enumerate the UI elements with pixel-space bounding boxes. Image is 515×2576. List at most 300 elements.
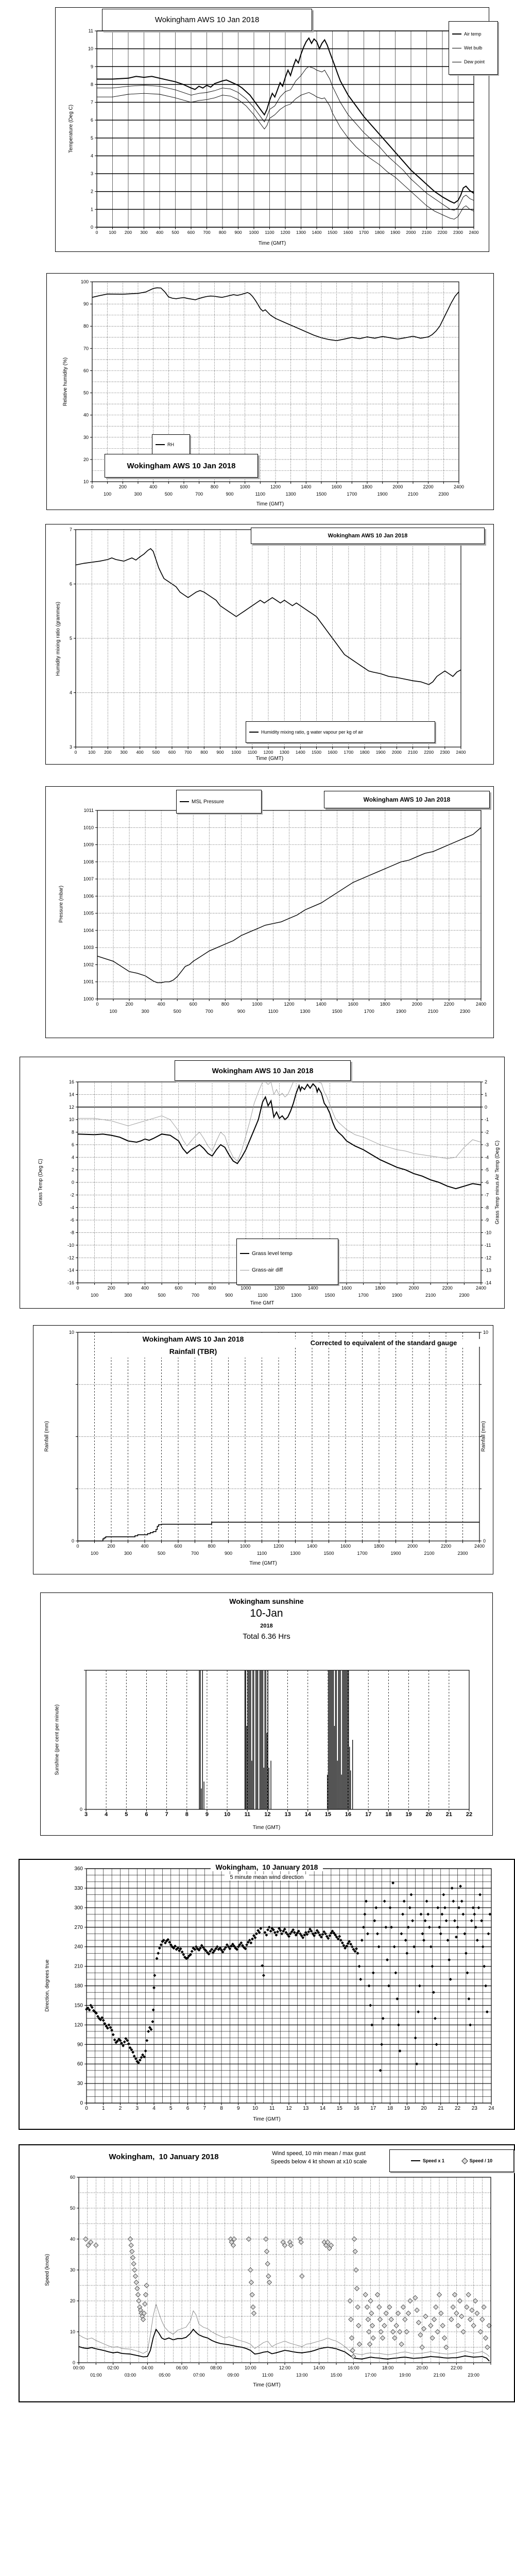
svg-text:00:00: 00:00: [73, 2365, 85, 2370]
svg-text:18:00: 18:00: [382, 2365, 394, 2370]
svg-text:1900: 1900: [390, 230, 400, 235]
pressure-plot: [46, 787, 493, 1038]
y-axis-label-left: Grass Temp (Deg C): [38, 1159, 44, 1206]
svg-text:800: 800: [208, 1544, 216, 1549]
svg-text:1400: 1400: [306, 1544, 318, 1549]
svg-text:500: 500: [171, 230, 179, 235]
svg-text:2200: 2200: [443, 1002, 454, 1007]
svg-text:1001: 1001: [83, 979, 94, 985]
svg-text:800: 800: [208, 1285, 216, 1291]
svg-text:100: 100: [109, 1009, 117, 1014]
svg-text:2400: 2400: [475, 1285, 487, 1291]
svg-text:12: 12: [68, 1104, 74, 1110]
svg-text:1700: 1700: [358, 1293, 369, 1298]
svg-text:1200: 1200: [280, 230, 290, 235]
svg-text:600: 600: [189, 1002, 197, 1007]
svg-text:1000: 1000: [241, 1285, 251, 1291]
svg-text:360: 360: [74, 1866, 83, 1872]
svg-text:1500: 1500: [316, 492, 327, 497]
chart-title: Wokingham AWS 10 Jan 2018: [127, 461, 236, 470]
svg-text:400: 400: [157, 1002, 165, 1007]
svg-text:300: 300: [124, 1551, 132, 1556]
svg-text:16:00: 16:00: [348, 2365, 359, 2370]
svg-text:7: 7: [90, 99, 93, 105]
svg-text:30: 30: [83, 434, 89, 440]
svg-text:0: 0: [91, 484, 94, 489]
svg-text:-1: -1: [485, 1117, 489, 1123]
svg-text:1007: 1007: [83, 876, 94, 882]
chart-title: Wokingham AWS 10 Jan 2018: [154, 15, 260, 24]
svg-text:300: 300: [140, 230, 148, 235]
svg-text:800: 800: [210, 484, 218, 489]
svg-text:500: 500: [164, 492, 173, 497]
svg-text:2000: 2000: [391, 750, 402, 755]
svg-text:-2: -2: [70, 1192, 74, 1198]
svg-text:400: 400: [141, 1544, 149, 1549]
svg-text:2100: 2100: [425, 1293, 436, 1298]
y-axis-label: Humidity mixing ratio (grammes): [55, 602, 61, 676]
svg-text:2400: 2400: [456, 750, 466, 755]
svg-text:700: 700: [205, 1009, 213, 1014]
svg-text:11: 11: [244, 1811, 251, 1818]
svg-text:300: 300: [134, 492, 142, 497]
svg-text:-6: -6: [70, 1217, 74, 1223]
date-label: 10-Jan: [250, 1607, 283, 1619]
svg-text:400: 400: [141, 1285, 149, 1291]
svg-text:10:00: 10:00: [245, 2365, 256, 2370]
svg-text:1800: 1800: [362, 484, 373, 489]
svg-text:10: 10: [68, 1117, 74, 1123]
svg-text:1800: 1800: [380, 1002, 390, 1007]
sunshine-total: Total 6.36 Hrs: [243, 1632, 290, 1641]
svg-text:20: 20: [425, 1811, 432, 1818]
svg-text:1300: 1300: [290, 1551, 301, 1556]
svg-text:3: 3: [90, 171, 93, 177]
svg-text:1800: 1800: [374, 230, 385, 235]
legend-item: [452, 45, 494, 50]
svg-text:1600: 1600: [348, 1002, 358, 1007]
svg-text:-12: -12: [485, 1255, 492, 1261]
svg-text:21: 21: [445, 1811, 452, 1818]
svg-text:1800: 1800: [375, 1285, 386, 1291]
svg-text:4: 4: [69, 690, 72, 696]
svg-text:1300: 1300: [296, 230, 306, 235]
svg-text:-7: -7: [485, 1192, 489, 1198]
svg-text:4: 4: [71, 1155, 74, 1160]
svg-text:08:00: 08:00: [210, 2365, 222, 2370]
svg-text:11: 11: [88, 28, 93, 33]
svg-text:2400: 2400: [469, 230, 479, 235]
temperature-legend: [449, 21, 498, 75]
svg-text:6: 6: [71, 1142, 74, 1147]
svg-text:240: 240: [74, 1944, 83, 1950]
svg-text:1009: 1009: [83, 842, 94, 848]
svg-text:1100: 1100: [265, 230, 274, 235]
svg-text:2300: 2300: [457, 1551, 468, 1556]
svg-text:1000: 1000: [231, 750, 242, 755]
svg-text:1500: 1500: [323, 1551, 334, 1556]
svg-text:1800: 1800: [359, 750, 370, 755]
svg-text:40: 40: [70, 2236, 75, 2242]
svg-text:10: 10: [70, 2329, 75, 2334]
chart-title: Wokingham AWS 10 Jan 2018: [212, 1066, 314, 1075]
svg-text:-10: -10: [485, 1230, 492, 1235]
svg-text:0: 0: [72, 2360, 75, 2365]
svg-text:300: 300: [141, 1009, 149, 1014]
svg-text:-5: -5: [485, 1167, 489, 1173]
svg-text:8: 8: [220, 2106, 223, 2111]
svg-text:1100: 1100: [268, 1009, 279, 1014]
chart-humidity: [46, 273, 494, 510]
svg-text:1500: 1500: [312, 750, 321, 755]
svg-text:2100: 2100: [407, 492, 419, 497]
svg-text:13: 13: [303, 2106, 309, 2111]
svg-text:500: 500: [152, 750, 160, 755]
svg-text:200: 200: [124, 230, 132, 235]
svg-text:2100: 2100: [427, 1009, 438, 1014]
svg-text:2100: 2100: [424, 1551, 435, 1556]
svg-text:-14: -14: [67, 1267, 74, 1273]
svg-text:1900: 1900: [390, 1551, 401, 1556]
svg-text:16: 16: [353, 2106, 359, 2111]
svg-text:700: 700: [191, 1551, 199, 1556]
svg-text:18: 18: [385, 1811, 392, 1818]
svg-text:1200: 1200: [273, 1544, 284, 1549]
svg-text:100: 100: [80, 279, 89, 284]
svg-text:1100: 1100: [258, 1293, 268, 1298]
chart-title-box: [105, 454, 258, 478]
svg-text:9: 9: [205, 1811, 209, 1818]
legend-item: [411, 2158, 444, 2163]
svg-text:0: 0: [71, 1180, 74, 1185]
svg-text:-11: -11: [485, 1242, 491, 1248]
svg-text:17:00: 17:00: [365, 2372, 376, 2378]
legend-label: Dew point: [464, 59, 485, 64]
air-temp-line-icon: [452, 33, 461, 35]
svg-text:20: 20: [83, 456, 89, 462]
svg-text:330: 330: [74, 1885, 83, 1891]
svg-text:700: 700: [184, 750, 192, 755]
pressure-legend: [176, 790, 262, 814]
svg-text:300: 300: [124, 1293, 132, 1298]
speed-div10-diamond-icon: [461, 2158, 468, 2164]
y-axis-label: Direction, degrees true: [44, 1959, 50, 2012]
svg-text:50: 50: [70, 2206, 75, 2211]
svg-text:800: 800: [200, 750, 208, 755]
chart-subtitle: Rainfall (TBR): [169, 1347, 217, 1355]
svg-text:2200: 2200: [423, 484, 434, 489]
svg-text:1400: 1400: [301, 484, 312, 489]
svg-text:1: 1: [90, 207, 93, 212]
svg-text:14: 14: [319, 2106, 326, 2111]
svg-text:1900: 1900: [396, 1009, 406, 1014]
svg-text:1600: 1600: [341, 1285, 352, 1291]
legend-item: [240, 1250, 335, 1257]
svg-text:2000: 2000: [392, 484, 403, 489]
svg-text:18: 18: [387, 2106, 393, 2111]
chart-grass-temp: [20, 1057, 505, 1309]
svg-text:1: 1: [485, 1092, 488, 1097]
grass-level-temp-line-icon: [240, 1253, 249, 1254]
svg-text:03:00: 03:00: [124, 2372, 136, 2378]
legend-label: Grass level temp: [252, 1250, 293, 1257]
svg-text:1300: 1300: [291, 1293, 302, 1298]
svg-text:-3: -3: [485, 1142, 489, 1147]
svg-text:60: 60: [83, 368, 89, 374]
legend-label: Humidity mixing ratio, g water vapour per kg of air: [261, 730, 364, 735]
wind-speed-legend: [389, 2149, 514, 2172]
svg-text:-10: -10: [67, 1242, 74, 1248]
chart-title: Wokingham AWS 10 Jan 2018: [363, 796, 451, 803]
x-axis-label: Time GMT: [250, 1300, 274, 1306]
svg-text:3: 3: [84, 1811, 88, 1818]
svg-text:400: 400: [149, 484, 158, 489]
svg-text:2300: 2300: [440, 750, 450, 755]
svg-text:9: 9: [236, 2106, 240, 2111]
svg-text:8: 8: [185, 1811, 188, 1818]
svg-text:0: 0: [76, 1285, 79, 1291]
svg-text:-8: -8: [70, 1230, 74, 1235]
svg-text:1100: 1100: [247, 750, 257, 755]
svg-text:1400: 1400: [316, 1002, 327, 1007]
svg-text:1000: 1000: [239, 484, 250, 489]
svg-text:1002: 1002: [83, 962, 94, 968]
svg-text:23:00: 23:00: [468, 2372, 479, 2378]
svg-text:2200: 2200: [440, 1544, 452, 1549]
svg-text:0: 0: [485, 1104, 488, 1110]
svg-text:180: 180: [74, 1983, 83, 1989]
svg-text:4: 4: [90, 153, 93, 159]
svg-text:19:00: 19:00: [399, 2372, 411, 2378]
svg-text:1400: 1400: [307, 1285, 318, 1291]
svg-text:100: 100: [90, 1551, 99, 1556]
svg-text:07:00: 07:00: [193, 2372, 205, 2378]
svg-text:22: 22: [454, 2106, 461, 2111]
svg-text:06:00: 06:00: [176, 2365, 188, 2370]
legend-label: Grass-air diff: [252, 1267, 283, 1273]
svg-text:100: 100: [88, 750, 96, 755]
temperature-plot: [56, 8, 489, 251]
svg-text:1200: 1200: [274, 1285, 285, 1291]
svg-text:-13: -13: [485, 1267, 492, 1273]
svg-text:-16: -16: [67, 1280, 74, 1285]
svg-text:1400: 1400: [312, 230, 322, 235]
y-axis-label: Sunshine (per cent per minute): [54, 1704, 60, 1775]
svg-text:2000: 2000: [411, 1002, 422, 1007]
svg-text:2: 2: [71, 1167, 74, 1173]
svg-text:300: 300: [74, 1905, 83, 1911]
svg-text:1100: 1100: [255, 492, 266, 497]
chart-pressure: [45, 786, 494, 1038]
svg-text:4: 4: [105, 1811, 108, 1818]
svg-text:1600: 1600: [331, 484, 342, 489]
svg-text:-8: -8: [485, 1205, 489, 1210]
svg-text:900: 900: [216, 750, 224, 755]
svg-text:200: 200: [107, 1544, 115, 1549]
svg-text:1700: 1700: [357, 1551, 368, 1556]
svg-text:1003: 1003: [83, 945, 94, 951]
svg-text:5: 5: [169, 2106, 173, 2111]
svg-text:600: 600: [175, 1285, 183, 1291]
svg-text:2100: 2100: [408, 750, 418, 755]
svg-text:200: 200: [107, 1285, 115, 1291]
svg-text:200: 200: [125, 1002, 133, 1007]
chart-title-box: [102, 9, 312, 31]
chart-subtitle: 5 minute mean wind direction: [20, 1874, 514, 1880]
svg-text:14:00: 14:00: [313, 2365, 325, 2370]
legend-label: MSL Pressure: [192, 799, 224, 805]
chart-title-box: [251, 528, 485, 544]
svg-text:1400: 1400: [295, 750, 305, 755]
svg-text:30: 30: [70, 2267, 75, 2273]
y-axis-label: Pressure (mbar): [58, 885, 64, 923]
svg-text:1200: 1200: [263, 750, 273, 755]
svg-text:1800: 1800: [373, 1544, 385, 1549]
svg-text:15: 15: [324, 1811, 332, 1818]
legend-item: [180, 799, 258, 805]
svg-text:-2: -2: [485, 1129, 489, 1135]
svg-text:1500: 1500: [328, 230, 337, 235]
y-axis-label: Temperature (Deg C): [68, 105, 74, 153]
svg-text:100: 100: [104, 492, 112, 497]
wind-speed-plot: [20, 2145, 514, 2401]
svg-text:800: 800: [221, 1002, 229, 1007]
svg-text:20: 20: [70, 2298, 75, 2303]
svg-text:10: 10: [68, 1330, 74, 1335]
svg-text:700: 700: [203, 230, 211, 235]
svg-text:2400: 2400: [474, 1544, 485, 1549]
sunshine-plot: [41, 1593, 492, 1835]
svg-text:700: 700: [191, 1293, 199, 1298]
svg-text:400: 400: [136, 750, 144, 755]
svg-text:1900: 1900: [375, 750, 386, 755]
svg-text:1008: 1008: [83, 859, 94, 865]
legend-label: Air temp: [464, 31, 482, 37]
chart-title-block: [100, 1333, 286, 1358]
svg-text:2400: 2400: [475, 1002, 487, 1007]
svg-text:2300: 2300: [438, 492, 449, 497]
svg-text:21: 21: [438, 2106, 444, 2111]
svg-text:7: 7: [203, 2106, 207, 2111]
svg-text:2000: 2000: [407, 1544, 418, 1549]
svg-text:2000: 2000: [408, 1285, 419, 1291]
svg-text:6: 6: [69, 581, 72, 587]
svg-text:1006: 1006: [83, 893, 94, 899]
svg-text:90: 90: [83, 301, 89, 307]
svg-text:01:00: 01:00: [90, 2372, 102, 2378]
svg-text:11:00: 11:00: [262, 2372, 273, 2378]
svg-text:8: 8: [90, 81, 93, 87]
legend-item: [249, 730, 432, 735]
svg-text:15:00: 15:00: [330, 2372, 342, 2378]
legend-item: [156, 442, 186, 447]
svg-text:210: 210: [74, 1963, 83, 1970]
chart-title-box: [324, 791, 490, 808]
svg-text:-4: -4: [70, 1205, 74, 1210]
svg-text:7: 7: [69, 527, 72, 532]
rainfall-plot: [33, 1326, 493, 1574]
svg-text:1700: 1700: [344, 750, 354, 755]
svg-text:11: 11: [269, 2106, 275, 2111]
svg-text:7: 7: [165, 1811, 168, 1818]
svg-text:300: 300: [120, 750, 128, 755]
chart-title: Wokingham AWS 10 Jan 2018: [328, 533, 408, 539]
svg-text:17: 17: [370, 2106, 376, 2111]
svg-text:1200: 1200: [270, 484, 281, 489]
svg-text:04:00: 04:00: [142, 2365, 153, 2370]
svg-text:1300: 1300: [285, 492, 296, 497]
svg-text:16: 16: [68, 1079, 74, 1084]
svg-text:1900: 1900: [377, 492, 388, 497]
svg-text:5: 5: [90, 135, 93, 141]
svg-text:2200: 2200: [442, 1285, 453, 1291]
legend-label: Wet bulb: [464, 45, 483, 50]
svg-text:20: 20: [421, 2106, 427, 2111]
correction-note: Corrected to equivalent of the standard gauge: [276, 1339, 492, 1347]
x-axis-label: Time (GMT): [255, 756, 284, 761]
svg-text:1900: 1900: [391, 1293, 402, 1298]
svg-text:-14: -14: [485, 1280, 492, 1285]
svg-text:02:00: 02:00: [107, 2365, 119, 2370]
svg-text:800: 800: [218, 230, 227, 235]
grass-temp-legend: [236, 1239, 338, 1285]
svg-text:0: 0: [483, 1538, 486, 1544]
svg-text:19: 19: [405, 1811, 412, 1818]
svg-text:22: 22: [466, 1811, 473, 1818]
chart-title-box: [175, 1060, 351, 1081]
chart-temperature: [55, 7, 489, 252]
svg-text:1004: 1004: [83, 927, 94, 933]
legend-item: [240, 1267, 335, 1273]
svg-text:500: 500: [158, 1293, 166, 1298]
svg-text:-6: -6: [485, 1180, 489, 1185]
svg-text:1005: 1005: [83, 910, 94, 916]
wind-direction-plot: [20, 1860, 514, 2129]
svg-text:2: 2: [485, 1079, 488, 1084]
mixing-ratio-legend: [246, 721, 435, 743]
legend-label: Speed x 1: [422, 2158, 444, 2163]
svg-text:60: 60: [77, 2061, 83, 2067]
chart-title: Wokingham, 10 January 2018: [20, 1863, 514, 1871]
svg-text:900: 900: [237, 1009, 245, 1014]
svg-text:900: 900: [225, 1293, 233, 1298]
svg-text:19: 19: [404, 2106, 410, 2111]
y-axis-label-right: Rainfall (mm): [480, 1421, 487, 1452]
svg-text:23: 23: [471, 2106, 477, 2111]
chart-title: Wokingham, 10 January 2018: [109, 2153, 219, 2161]
svg-text:120: 120: [74, 2022, 83, 2028]
chart-sunshine: [40, 1592, 493, 1836]
y-axis-label-right: Grass Temp minus Air Temp (Deg C): [494, 1140, 501, 1225]
y-axis-label-left: Rainfall (mm): [44, 1421, 50, 1452]
svg-text:15: 15: [336, 2106, 342, 2111]
svg-text:2300: 2300: [459, 1293, 470, 1298]
svg-text:400: 400: [156, 230, 164, 235]
svg-text:24: 24: [488, 2106, 494, 2111]
svg-text:6: 6: [186, 2106, 190, 2111]
chart-title: Wokingham sunshine: [229, 1597, 304, 1605]
svg-text:50: 50: [83, 390, 89, 396]
svg-text:600: 600: [168, 750, 176, 755]
svg-text:900: 900: [234, 230, 242, 235]
svg-text:1000: 1000: [239, 1544, 251, 1549]
svg-text:17: 17: [365, 1811, 372, 1818]
svg-text:14: 14: [304, 1811, 311, 1818]
svg-text:1011: 1011: [83, 808, 94, 813]
svg-text:20:00: 20:00: [416, 2365, 428, 2370]
svg-text:30: 30: [77, 2081, 83, 2087]
svg-text:100: 100: [109, 230, 116, 235]
